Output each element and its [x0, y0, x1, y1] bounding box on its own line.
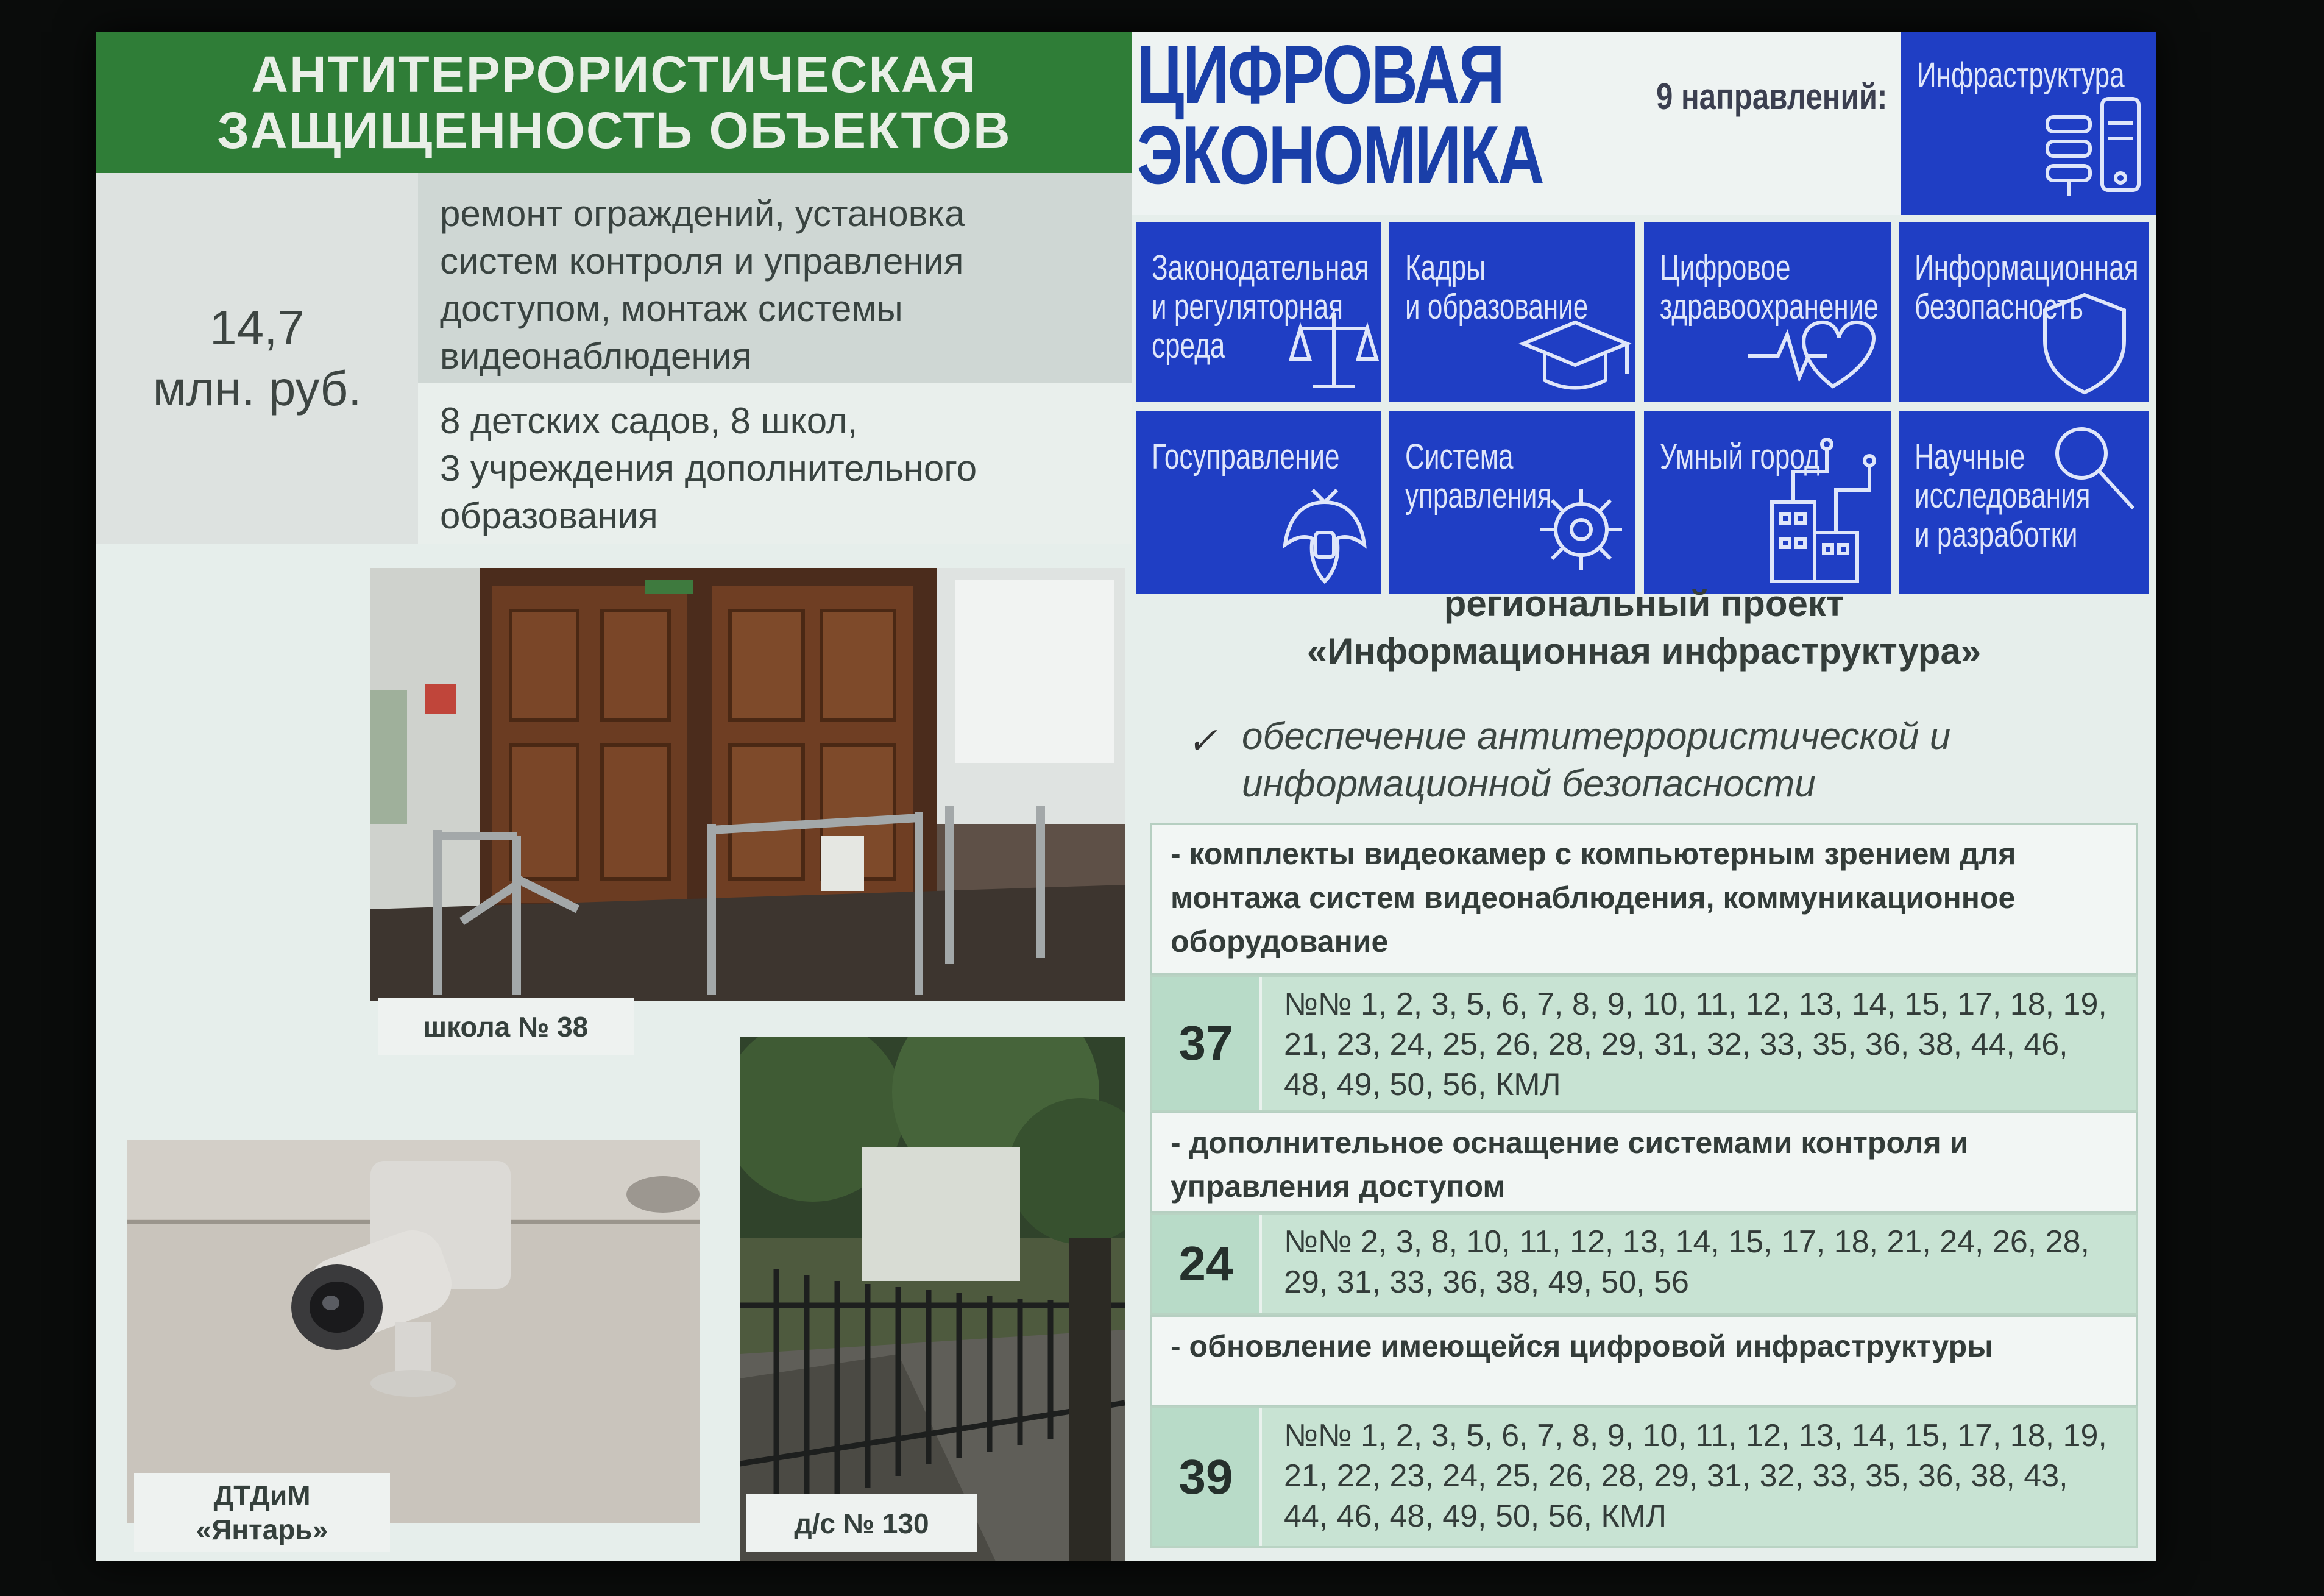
presentation-slide — [96, 32, 2156, 1561]
tile-label: Цифровое — [1660, 248, 1791, 288]
tile-label: Инфраструктура — [1917, 55, 2125, 95]
digital-economy-title — [1132, 32, 1543, 201]
tile-label: исследования — [1915, 476, 2091, 516]
tile-label: Кадры — [1405, 248, 1486, 288]
funding-amount — [96, 173, 418, 544]
objects-desc-line: 8 детских садов, 8 школ, — [440, 400, 858, 441]
smart-city-icon — [1760, 435, 1888, 587]
header-line-1: АНТИТЕРРОРИСТИЧЕСКАЯ — [251, 46, 977, 103]
rp-line-1: региональный проект — [1444, 583, 1844, 624]
tile-label: Информационная — [1915, 248, 2139, 288]
row-count: 24 — [1152, 1215, 1262, 1313]
gear-icon — [1536, 484, 1627, 575]
caption-text: д/с № 130 — [794, 1507, 929, 1539]
objects-description — [418, 383, 1132, 544]
tile-label: Госуправление — [1152, 437, 1340, 477]
tile-label: и образование — [1405, 287, 1589, 327]
work-desc-line: доступом, монтаж системы — [440, 288, 903, 329]
camera-photo — [127, 1140, 700, 1523]
regional-project-title — [1132, 580, 2156, 675]
school-entrance-photo — [370, 568, 1125, 1001]
tile-label: Законодательная — [1152, 248, 1369, 288]
checkmark-icon: ✓ — [1187, 720, 1218, 761]
caption-text: ДТДиМ — [213, 1480, 311, 1511]
anti-terror-header — [96, 32, 1132, 173]
amount-unit: млн. руб. — [152, 361, 362, 416]
row-school-list: №№ 2, 3, 8, 10, 11, 12, 13, 14, 15, 17, 18, 21, 24, 26, 28, 29, 31, 33, 36, 38, 49, 50, 56 — [1262, 1215, 2136, 1313]
work-desc-line: видеонаблюдения — [440, 336, 752, 377]
tile-label: Научные — [1915, 437, 2025, 477]
magnifier-icon — [2045, 417, 2142, 520]
tile-label: и разработки — [1915, 515, 2078, 555]
tile-personnel-education — [1389, 222, 1635, 402]
tile-infrastructure — [1901, 32, 2156, 215]
row-heading-text: - комплекты видеокамер с компьютерным зрением для монтажа систем видеонаблюдения, коммуникационное оборудование — [1171, 837, 2016, 959]
equipment-table — [1150, 823, 2138, 1553]
tile-smart-city — [1644, 411, 1891, 594]
table-row-heading — [1150, 1112, 2138, 1213]
shield-icon — [2039, 289, 2130, 399]
tile-label: здравоохранение — [1660, 287, 1879, 327]
caption-text: школа № 38 — [423, 1010, 589, 1043]
tile-label: среда — [1152, 326, 1225, 366]
photo-caption-school — [378, 998, 634, 1055]
scales-icon — [1288, 307, 1380, 399]
tile-information-security — [1899, 222, 2149, 402]
title-line-2: ЭКОНОМИКА — [1136, 108, 1543, 201]
objects-desc-line: образования — [440, 495, 658, 536]
rp-line-2: «Информационная инфраструктура» — [1306, 631, 1982, 672]
work-desc-line: систем контроля и управления — [440, 241, 964, 282]
server-icon — [2035, 80, 2145, 208]
eagle-emblem-icon — [1276, 478, 1373, 587]
tile-label: Умный город — [1660, 437, 1820, 477]
row-count: 37 — [1152, 977, 1262, 1110]
tile-label: управления — [1405, 476, 1552, 516]
table-row — [1150, 975, 2138, 1112]
goal-line-2: информационной безопасности — [1242, 763, 1816, 805]
tile-digital-healthcare — [1644, 222, 1891, 402]
directions-count: 9 направлений: — [1656, 76, 1888, 117]
row-heading-text: - дополнительное оснащение системами контроля и управления доступом — [1171, 1126, 1969, 1204]
tile-control-system — [1389, 411, 1635, 594]
table-row — [1150, 1213, 2138, 1315]
row-count: 39 — [1152, 1408, 1262, 1546]
row-heading-text: - обновление имеющейся цифровой инфраструктуры — [1171, 1329, 1993, 1363]
photo-caption-kindergarten — [746, 1494, 977, 1552]
table-row-heading — [1150, 1315, 2138, 1406]
graduation-cap-icon — [1517, 313, 1633, 399]
row-school-list: №№ 1, 2, 3, 5, 6, 7, 8, 9, 10, 11, 12, 13, 14, 15, 17, 18, 19, 21, 23, 24, 25, 26, 28, 29, 31, 32, 33, 35, 36, 38, 44, 46, 48, 49, 50, 56, КМЛ — [1262, 977, 2136, 1110]
title-line-1: ЦИФРОВАЯ — [1136, 32, 1504, 121]
tile-public-administration — [1136, 411, 1381, 594]
caption-text: «Янтарь» — [196, 1514, 328, 1545]
project-goal — [1242, 713, 2083, 808]
amount-value: 14,7 — [210, 300, 305, 355]
fence-photo — [740, 1037, 1125, 1561]
objects-desc-line: 3 учреждения дополнительного — [440, 448, 977, 489]
goal-line-1: обеспечение антитеррористической и — [1242, 715, 1951, 757]
tile-label: и регуляторная — [1152, 287, 1344, 327]
tile-label: безопасность — [1915, 287, 2084, 327]
table-row — [1150, 1406, 2138, 1548]
work-desc-line: ремонт ограждений, установка — [440, 193, 965, 234]
tile-legislation — [1136, 222, 1381, 402]
header-line-2: ЗАЩИЩЕННОСТЬ ОБЪЕКТОВ — [217, 102, 1011, 159]
photo-caption-dtdim — [134, 1473, 390, 1552]
tile-label: Система — [1405, 437, 1514, 477]
row-school-list: №№ 1, 2, 3, 5, 6, 7, 8, 9, 10, 11, 12, 13, 14, 15, 17, 18, 19, 21, 22, 23, 24, 25, 26, 28, 29, 31, 32, 33, 35, 36, 38, 43, 44, 46, 48, 49, 50, 56, КМЛ — [1262, 1408, 2136, 1546]
tile-research — [1899, 411, 2149, 594]
table-row-heading — [1150, 823, 2138, 975]
work-description — [418, 173, 1132, 383]
heart-pulse-icon — [1741, 301, 1888, 399]
